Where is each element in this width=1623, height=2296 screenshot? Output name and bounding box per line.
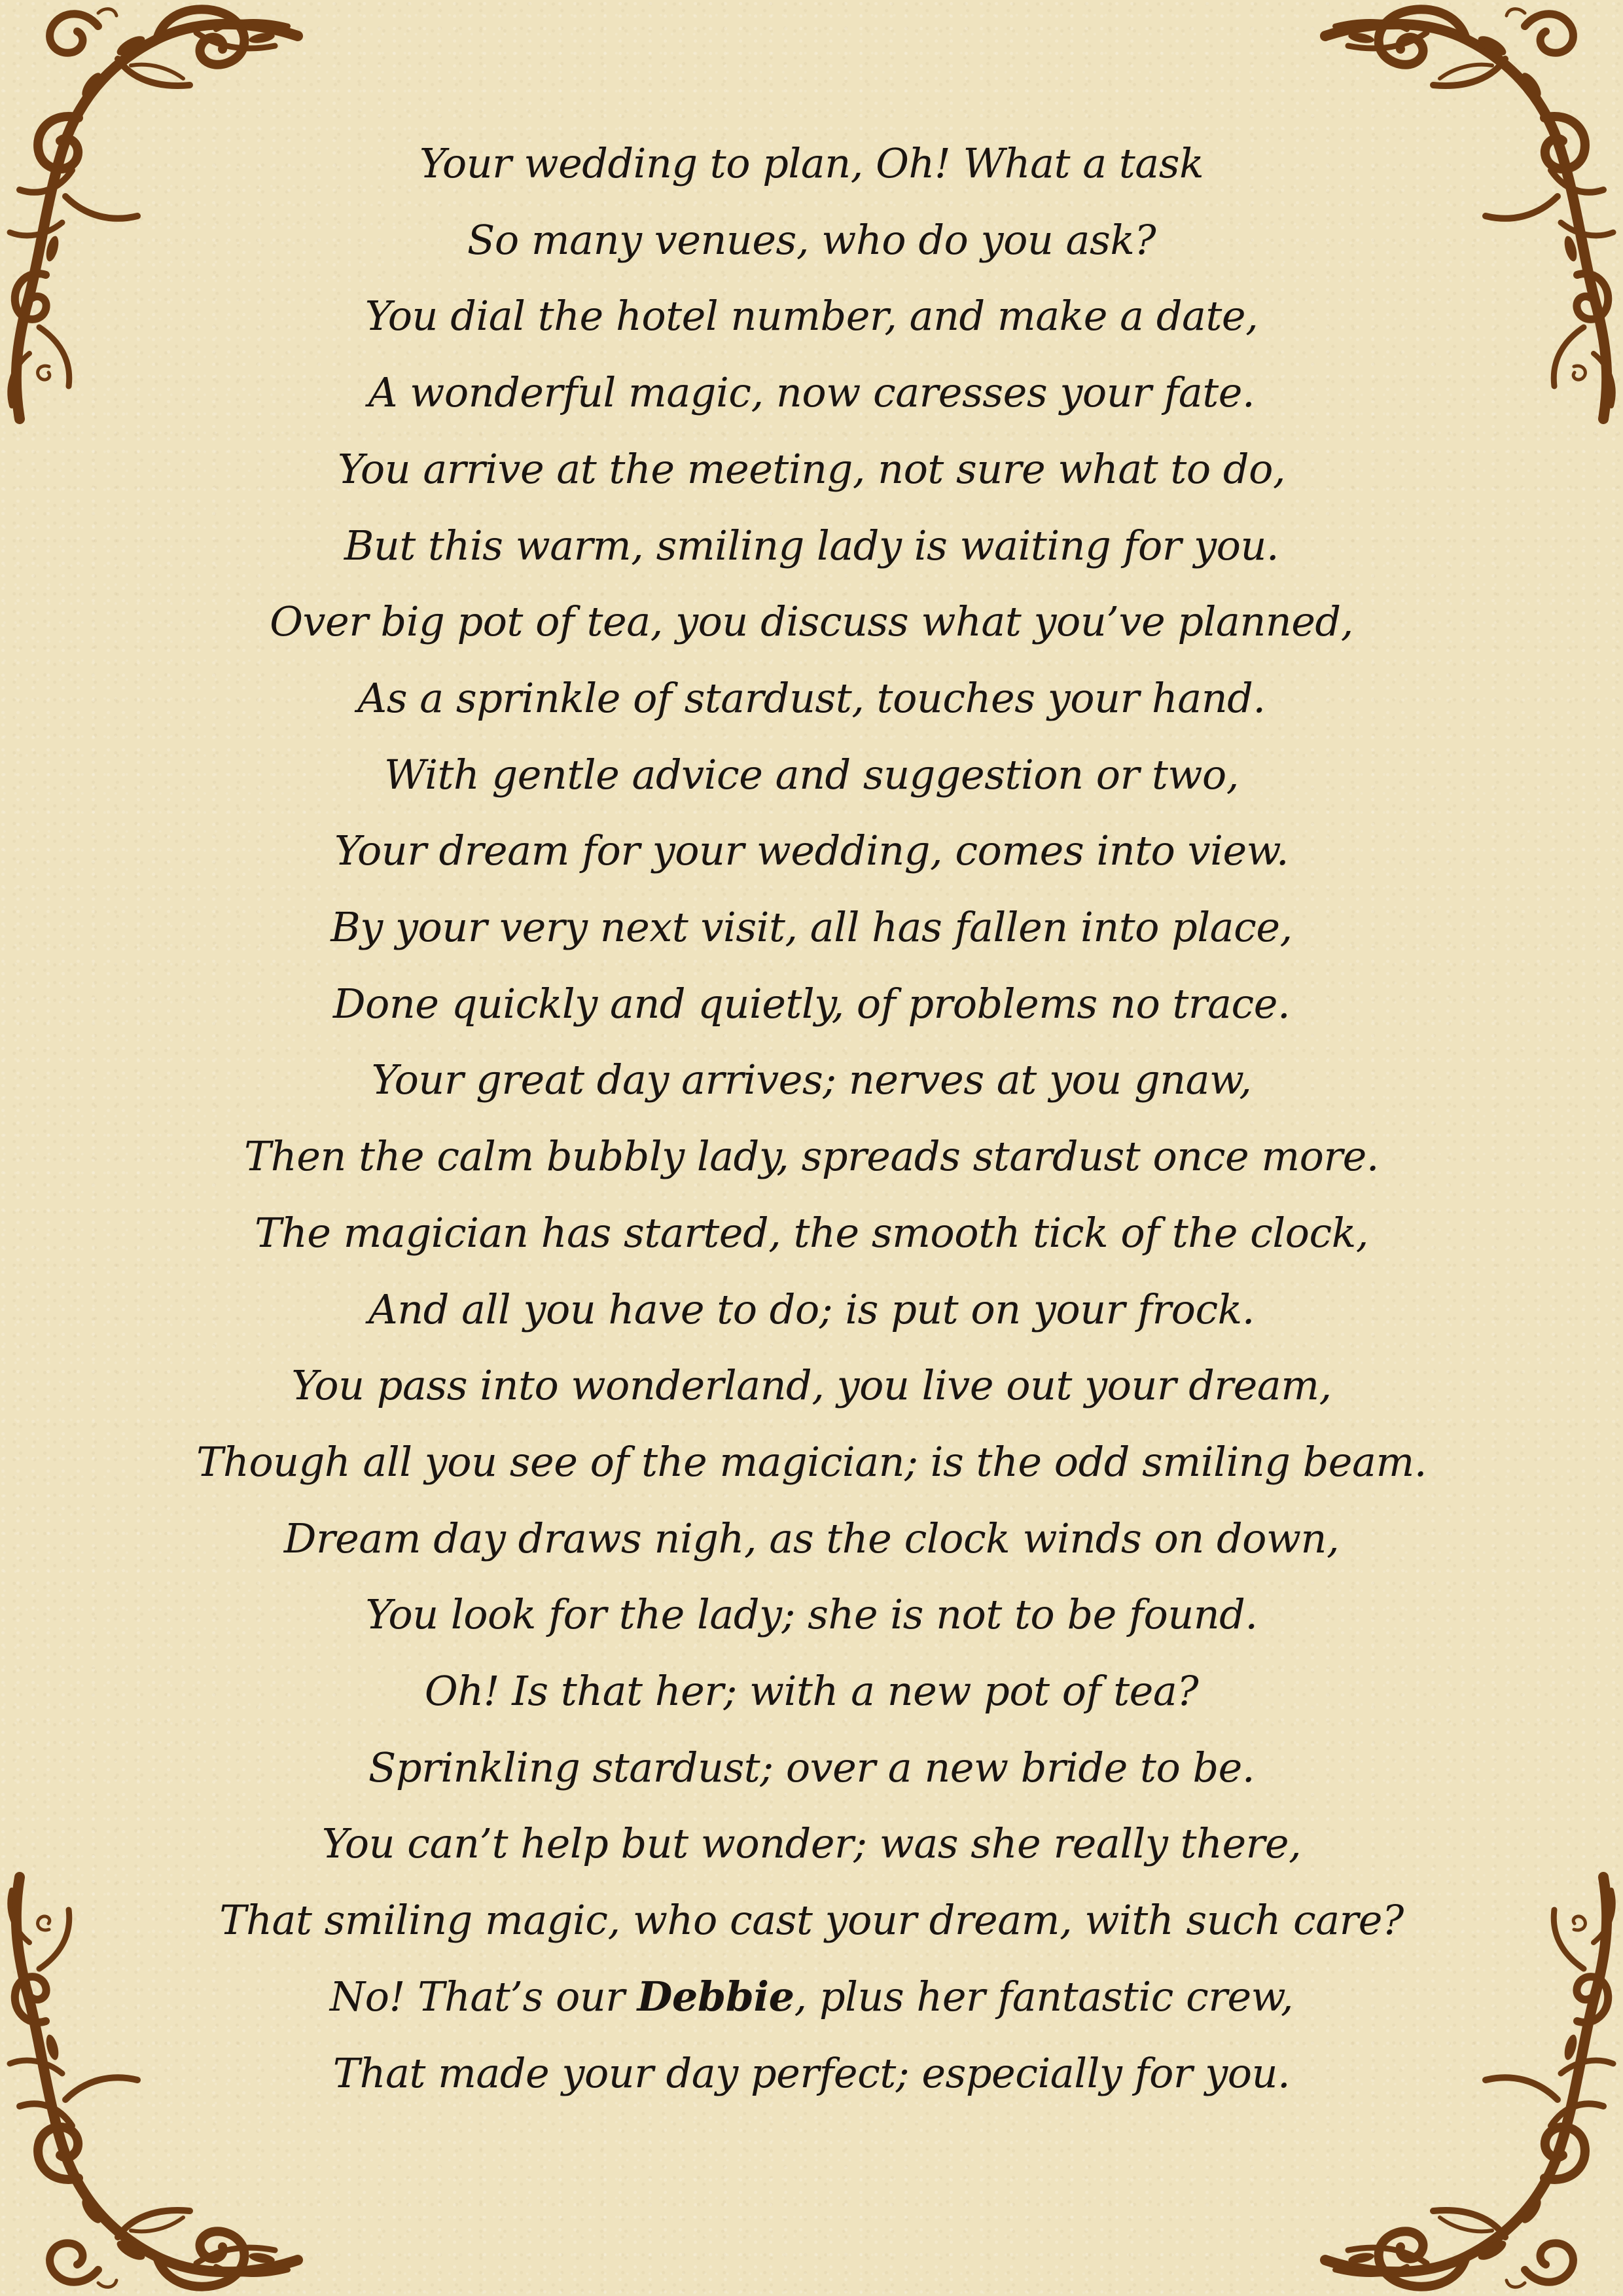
poem-line: So many venues, who do you ask? bbox=[467, 215, 1156, 264]
poem-line: As a sprinkle of stardust, touches your hand. bbox=[357, 673, 1266, 722]
poem-line: Over big pot of tea, you discuss what you’ve planned, bbox=[270, 598, 1353, 646]
poem bbox=[0, 126, 1623, 2111]
poem-line: Oh! Is that her; with a new pot of tea? bbox=[424, 1667, 1199, 1715]
poem-line: You look for the lady; she is not to be found. bbox=[365, 1590, 1258, 1639]
poem-line: Your great day arrives; nerves at you gnaw, bbox=[371, 1056, 1252, 1104]
poem-line: With gentle advice and suggestion or two, bbox=[384, 750, 1239, 798]
poem-line-debbie bbox=[0, 1959, 1623, 2036]
poem-line: Sprinkling stardust; over a new bride to be. bbox=[368, 1743, 1255, 1791]
poem-line: A wonderful magic, now caresses your fate. bbox=[368, 368, 1255, 417]
poem-line: Then the calm bubbly lady, spreads stardust once more. bbox=[243, 1132, 1380, 1181]
poem-line: You pass into wonderland, you live out your dream, bbox=[291, 1361, 1332, 1410]
poem-line: Your wedding to plan, Oh! What a task bbox=[419, 139, 1204, 187]
poem-line: Though all you see of the magician; is the odd smiling beam. bbox=[196, 1437, 1427, 1486]
debbie-name: Debbie bbox=[637, 1972, 794, 2020]
poem-line: You can’t help but wonder; was she really there, bbox=[321, 1820, 1302, 1868]
poem-line: Your dream for your wedding, comes into view. bbox=[334, 827, 1289, 875]
poem-line-text: , plus her fantastic crew, bbox=[794, 1972, 1294, 2020]
poem-line: You dial the hotel number, and make a date, bbox=[365, 292, 1258, 340]
poem-line: The magician has started, the smooth tick of the clock, bbox=[255, 1208, 1368, 1257]
poem-line: By your very next visit, all has fallen into place, bbox=[330, 903, 1293, 952]
poem-line: That made your day perfect; especially for you. bbox=[332, 2049, 1291, 2097]
poem-line: And all you have to do; is put on your frock. bbox=[368, 1285, 1255, 1333]
poem-line: Done quickly and quietly, of problems no trace. bbox=[332, 979, 1291, 1028]
poem-line-text: No! That’s our bbox=[329, 1972, 637, 2020]
poem-line: You arrive at the meeting, not sure what to do, bbox=[337, 444, 1286, 493]
poem-line: But this warm, smiling lady is waiting for you. bbox=[344, 521, 1279, 569]
poem-line: That smiling magic, who cast your dream, with such care? bbox=[219, 1896, 1404, 1945]
poem-line: Dream day draws nigh, as the clock winds on down, bbox=[283, 1514, 1340, 1562]
